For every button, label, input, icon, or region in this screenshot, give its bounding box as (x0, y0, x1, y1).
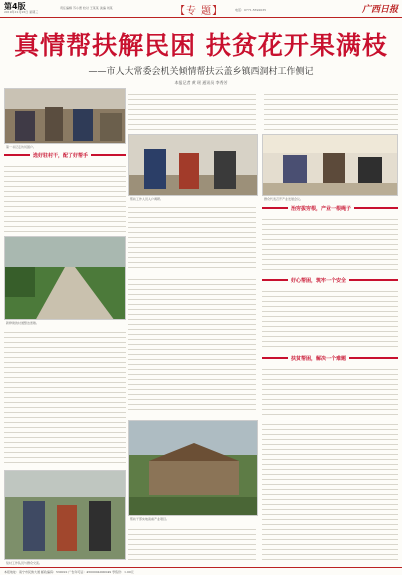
center-text-1 (128, 203, 256, 271)
photo-village-road (4, 236, 126, 320)
section-2-text (262, 215, 398, 271)
byline: 本报记者 黄 瑶 通讯员 李秀芳 (174, 80, 228, 85)
caption-3: 群众代表召开产业发展会议。 (264, 197, 304, 201)
photo-visit-household-image (5, 89, 126, 144)
caption-4: 新修建的村道整洁宽敞。 (6, 321, 40, 325)
section-3-text (262, 287, 398, 351)
section-1-text (4, 162, 126, 236)
section-4-text (262, 365, 398, 417)
photo-field-visit (128, 134, 258, 196)
photo-worker-exchange-image (5, 471, 126, 560)
intro-text-right (264, 90, 398, 132)
heading-rule (262, 279, 288, 281)
page-number: 第4版 (4, 2, 26, 11)
photo-project-site-image (129, 421, 258, 516)
heading-rule (354, 207, 398, 209)
contact-line: 电话：0771-5592035 (235, 8, 267, 12)
heading-rule (349, 357, 398, 359)
caption-5: 驻村工作队员与群众交流。 (6, 561, 43, 565)
center-text-2 (128, 275, 256, 415)
section-heading-1 (4, 150, 126, 160)
intro-text-left (128, 90, 256, 132)
top-bar (0, 0, 402, 18)
section-label: 【专 题】 (175, 6, 224, 17)
page-footer: 本报地址：南宁市民族大道 邮政编码：530022 广告许可证：4500004000049 零售价：1.00元 (0, 567, 402, 575)
caption-2: 帮扶工作人员入户调研。 (130, 197, 164, 201)
subheadline: ——市人大常委会机关倾情帮扶云盖乡镇西洞村工作侧记 (88, 67, 314, 77)
section-heading-2 (262, 203, 398, 213)
right-text-lower (262, 420, 398, 563)
photo-field-visit-image (129, 135, 258, 196)
photo-project-site (128, 420, 258, 516)
issue-date: 2019年12月25日 星期三 (4, 10, 39, 14)
section-heading-2-text: 治穷拔穷根，产业一根绳子 (291, 205, 352, 212)
left-text-lower (4, 328, 126, 468)
heading-rule (262, 357, 288, 359)
masthead-logo: 广西日报 (361, 5, 398, 15)
caption-6: 帮扶干部实地查看产业项目。 (130, 517, 170, 521)
photo-visit-household (4, 88, 126, 144)
heading-rule (349, 279, 398, 281)
heading-rule (91, 154, 126, 156)
photo-meeting-image (263, 135, 398, 196)
caption-1: 第一书记走访贫困户。 (6, 145, 37, 149)
heading-rule (262, 207, 288, 209)
headline: 真情帮扶解民困 扶贫花开果满枝 (14, 31, 388, 60)
photo-village-road-image (5, 237, 126, 320)
section-heading-4-text: 扶贫帮困，解决一个难题 (291, 355, 347, 362)
section-heading-3-text: 好心帮困，筑牢一个安全 (291, 277, 347, 284)
photo-worker-exchange (4, 470, 126, 560)
editor-info: 责任编辑 苏小惠 校对 王某某 美编 刘某 (60, 6, 113, 10)
section-heading-1-text: 选好驻村干，配了好帮手 (33, 152, 89, 159)
photo-meeting (262, 134, 398, 196)
section-heading-3 (262, 275, 398, 285)
section-heading-4 (262, 353, 398, 363)
center-text-3 (128, 525, 256, 563)
heading-rule (4, 154, 30, 156)
